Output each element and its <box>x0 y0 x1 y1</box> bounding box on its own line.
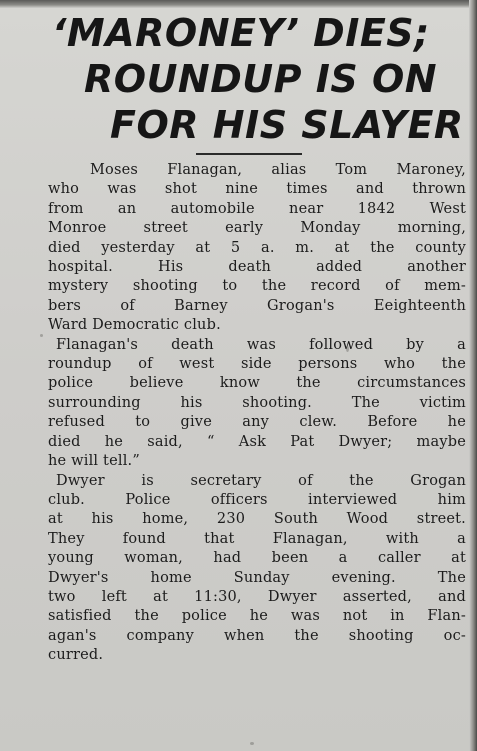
print-speck <box>40 334 43 337</box>
text-line: died yesterday at 5 a. m. at the county <box>48 239 466 256</box>
text-line: young woman, had been a caller at <box>48 550 466 567</box>
text-line: Moses Flanagan, alias Tom Maroney, <box>90 162 466 178</box>
text-line: two left at 11:30, Dwyer asserted, and <box>48 588 466 605</box>
text-line: club. Police officers interviewed him <box>48 491 466 508</box>
text-line: They found that Flanagan, with a <box>48 530 466 547</box>
text-line: roundup of west side persons who the <box>48 356 466 373</box>
text-line: Dwyer is secretary of the Grogan <box>56 472 466 489</box>
text-line: Monroe street early Monday morning, <box>48 220 466 237</box>
text-line: who was shot nine times and thrown <box>48 181 466 198</box>
text-line: died he said, “ Ask Pat Dwyer; maybe <box>48 433 466 450</box>
text-line: agan's company when the shooting oc- <box>48 627 466 644</box>
headline-line-3: FOR HIS SLAYER <box>110 103 464 147</box>
text-line: he will tell.” <box>48 453 140 470</box>
print-speck <box>250 742 254 745</box>
text-line: Ward Democratic club. <box>48 317 221 334</box>
text-line: mystery shooting to the record of mem- <box>48 278 466 295</box>
text-line: Flanagan's death was followed by a <box>56 336 466 353</box>
article-body <box>48 161 466 666</box>
headline-line-2: ROUNDUP IS ON <box>84 57 438 101</box>
text-line: bers of Barney Grogan's Eeighteenth <box>48 297 466 314</box>
print-speck <box>346 346 349 352</box>
text-line: from an automobile near 1842 West <box>48 200 466 217</box>
headline <box>0 10 477 148</box>
paragraph-2 <box>48 336 466 472</box>
text-line: police believe know the circumstances <box>48 375 466 392</box>
paragraph-1 <box>48 161 466 336</box>
text-line: at his home, 230 South Wood street. <box>48 511 466 528</box>
headline-line-1: ‘MARONEY’ DIES; <box>52 11 430 55</box>
headline-divider <box>196 153 302 155</box>
text-line: refused to give any clew. Before he <box>48 414 466 431</box>
text-line: satisfied the police he was not in Flan- <box>48 608 466 625</box>
text-line: Dwyer's home Sunday evening. The <box>48 569 466 586</box>
paragraph-3 <box>48 472 466 666</box>
text-line: surrounding his shooting. The victim <box>48 394 466 411</box>
text-line: curred. <box>48 647 104 664</box>
text-line: hospital. His death added another <box>48 259 466 276</box>
top-rule <box>0 0 477 8</box>
